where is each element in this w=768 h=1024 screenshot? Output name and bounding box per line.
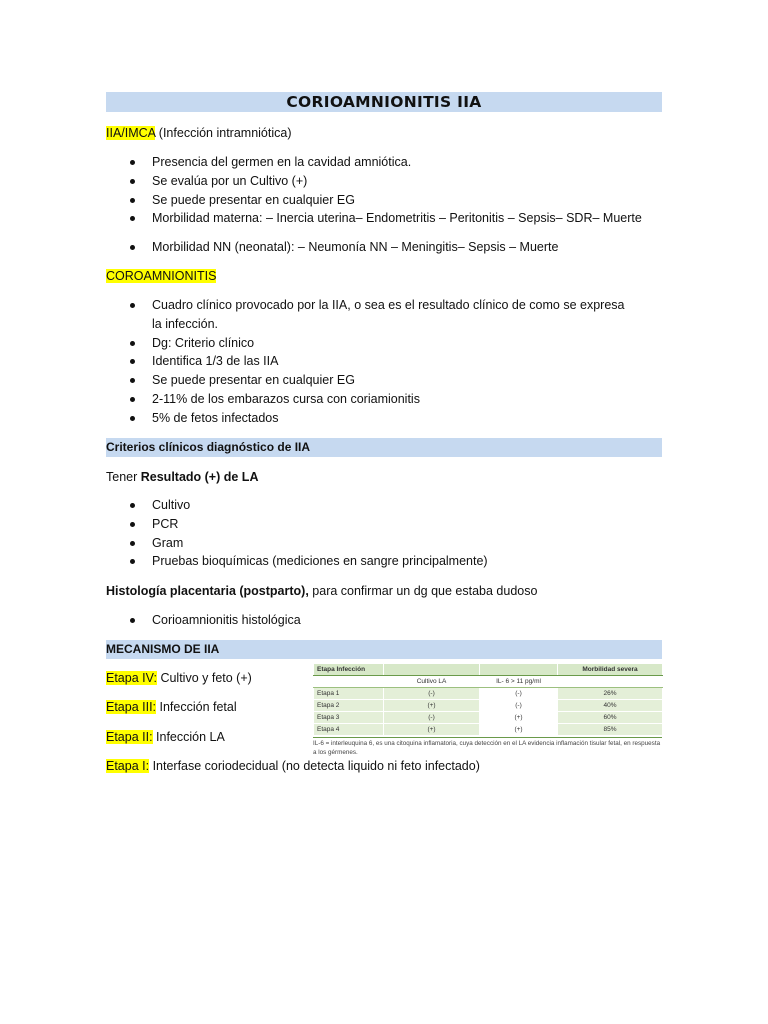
table-cell: 26%: [558, 688, 663, 700]
table-cell: (+): [384, 724, 480, 736]
table-cell: (+): [384, 700, 480, 712]
corio-heading: COROAMNIONITIS: [106, 269, 217, 283]
iia-list: [128, 153, 662, 228]
list-item: Cuadro clínico provocado por la IIA, o sea es el resultado clínico de como se expresa la infección.: [128, 296, 648, 334]
table-row: [314, 724, 663, 736]
stage-text: Infección LA: [152, 730, 225, 744]
table-cell: Etapa 3: [314, 712, 384, 724]
stage-iv: [106, 669, 252, 687]
mecanismo-heading: MECANISMO DE IIA: [106, 640, 662, 659]
stage-ii: [106, 728, 225, 746]
table-cell: 40%: [558, 700, 663, 712]
stage-table-image: [313, 663, 663, 757]
table-header-row: [314, 664, 663, 676]
table-cell: (-): [384, 688, 480, 700]
table-header-cell: [558, 676, 663, 688]
table-cell: Etapa 4: [314, 724, 384, 736]
table-cell: (-): [480, 700, 558, 712]
table-cell: 60%: [558, 712, 663, 724]
criterios-heading: Criterios clínicos diagnóstico de IIA: [106, 438, 662, 457]
table-header-cell: [384, 664, 480, 676]
table-header-cell: [480, 664, 558, 676]
iia-list-extra: [128, 238, 662, 257]
list-item: 5% de fetos infectados: [128, 409, 648, 428]
table-cell: (+): [480, 712, 558, 724]
list-item: 2-11% de los embarazos cursa con coriamionitis: [128, 390, 648, 409]
iia-heading: IIA/IMCA: [106, 126, 156, 140]
stage-text: Infección fetal: [156, 700, 237, 714]
list-item: PCR: [128, 515, 662, 534]
list-item: Corioamnionitis histológica: [128, 611, 662, 630]
list-item: Se evalúa por un Cultivo (+): [128, 172, 662, 191]
list-item: Morbilidad materna: – Inercia uterina– Endometritis – Peritonitis – Sepsis– SDR– Muerte: [128, 209, 662, 228]
iia-heading-rest: (Infección intramniótica): [155, 126, 292, 140]
table-header-cell: [314, 676, 384, 688]
list-item: Identifica 1/3 de las IIA: [128, 352, 648, 371]
table-row: [314, 700, 663, 712]
stage-text: Interfase coriodecidual (no detecta liquido ni feto infectado): [149, 759, 480, 773]
table-cell: Etapa 2: [314, 700, 384, 712]
table-cell: (-): [480, 688, 558, 700]
stage-iii: [106, 698, 237, 716]
table-header-cell: Morbilidad severa: [558, 664, 663, 676]
table-header-cell: IL- 6 > 11 pg/ml: [480, 676, 558, 688]
stage-label: Etapa I:: [106, 759, 150, 773]
table-cell: (-): [384, 712, 480, 724]
tener-line: [106, 468, 258, 486]
table-cell: Etapa 1: [314, 688, 384, 700]
histologia-rest: para confirmar un dg que estaba dudoso: [308, 584, 538, 598]
page-title: CORIOAMNIONITIS IIA: [106, 92, 662, 112]
stage-label: Etapa III:: [106, 700, 157, 714]
list-item: Se puede presentar en cualquier EG: [128, 371, 648, 390]
table-header-cell: Etapa Infección: [314, 664, 384, 676]
histologia-list: [128, 611, 662, 630]
stage-text: Cultivo y feto (+): [156, 671, 252, 685]
stage-i: [106, 757, 480, 775]
histologia-line: [106, 582, 537, 600]
list-item: Se puede presentar en cualquier EG: [128, 191, 662, 210]
tener-bold: Resultado (+) de LA: [140, 470, 259, 484]
list-item: Cultivo: [128, 496, 662, 515]
list-item: Gram: [128, 534, 662, 553]
list-item: Dg: Criterio clínico: [128, 334, 648, 353]
stage-label: Etapa II:: [106, 730, 153, 744]
table-header-cell: Cultivo LA: [384, 676, 480, 688]
corio-list: [128, 296, 648, 428]
histologia-bold: Histología placentaria (postparto),: [106, 584, 309, 598]
table-row: [314, 688, 663, 700]
table-cell: 85%: [558, 724, 663, 736]
stage-label: Etapa IV:: [106, 671, 157, 685]
stage-table: [313, 663, 663, 736]
corio-heading-line: [106, 267, 216, 285]
table-cell: (+): [480, 724, 558, 736]
list-item: Morbilidad NN (neonatal): – Neumonía NN – Meningitis– Sepsis – Muerte: [128, 238, 662, 257]
iia-heading-line: [106, 124, 292, 142]
table-subheader-row: [314, 676, 663, 688]
table-row: [314, 712, 663, 724]
tener-prefix: Tener: [106, 470, 141, 484]
list-item: Pruebas bioquímicas (mediciones en sangre principalmente): [128, 552, 662, 571]
list-item: Presencia del germen en la cavidad amniótica.: [128, 153, 662, 172]
criterios-list: [128, 496, 662, 571]
table-footnote: IL-6 = interleuquina 6, es una citoquina inflamatoria, cuya detección en el LA evidencia inflamación tisular fetal, en respuesta a los gérmenes.: [313, 737, 662, 757]
